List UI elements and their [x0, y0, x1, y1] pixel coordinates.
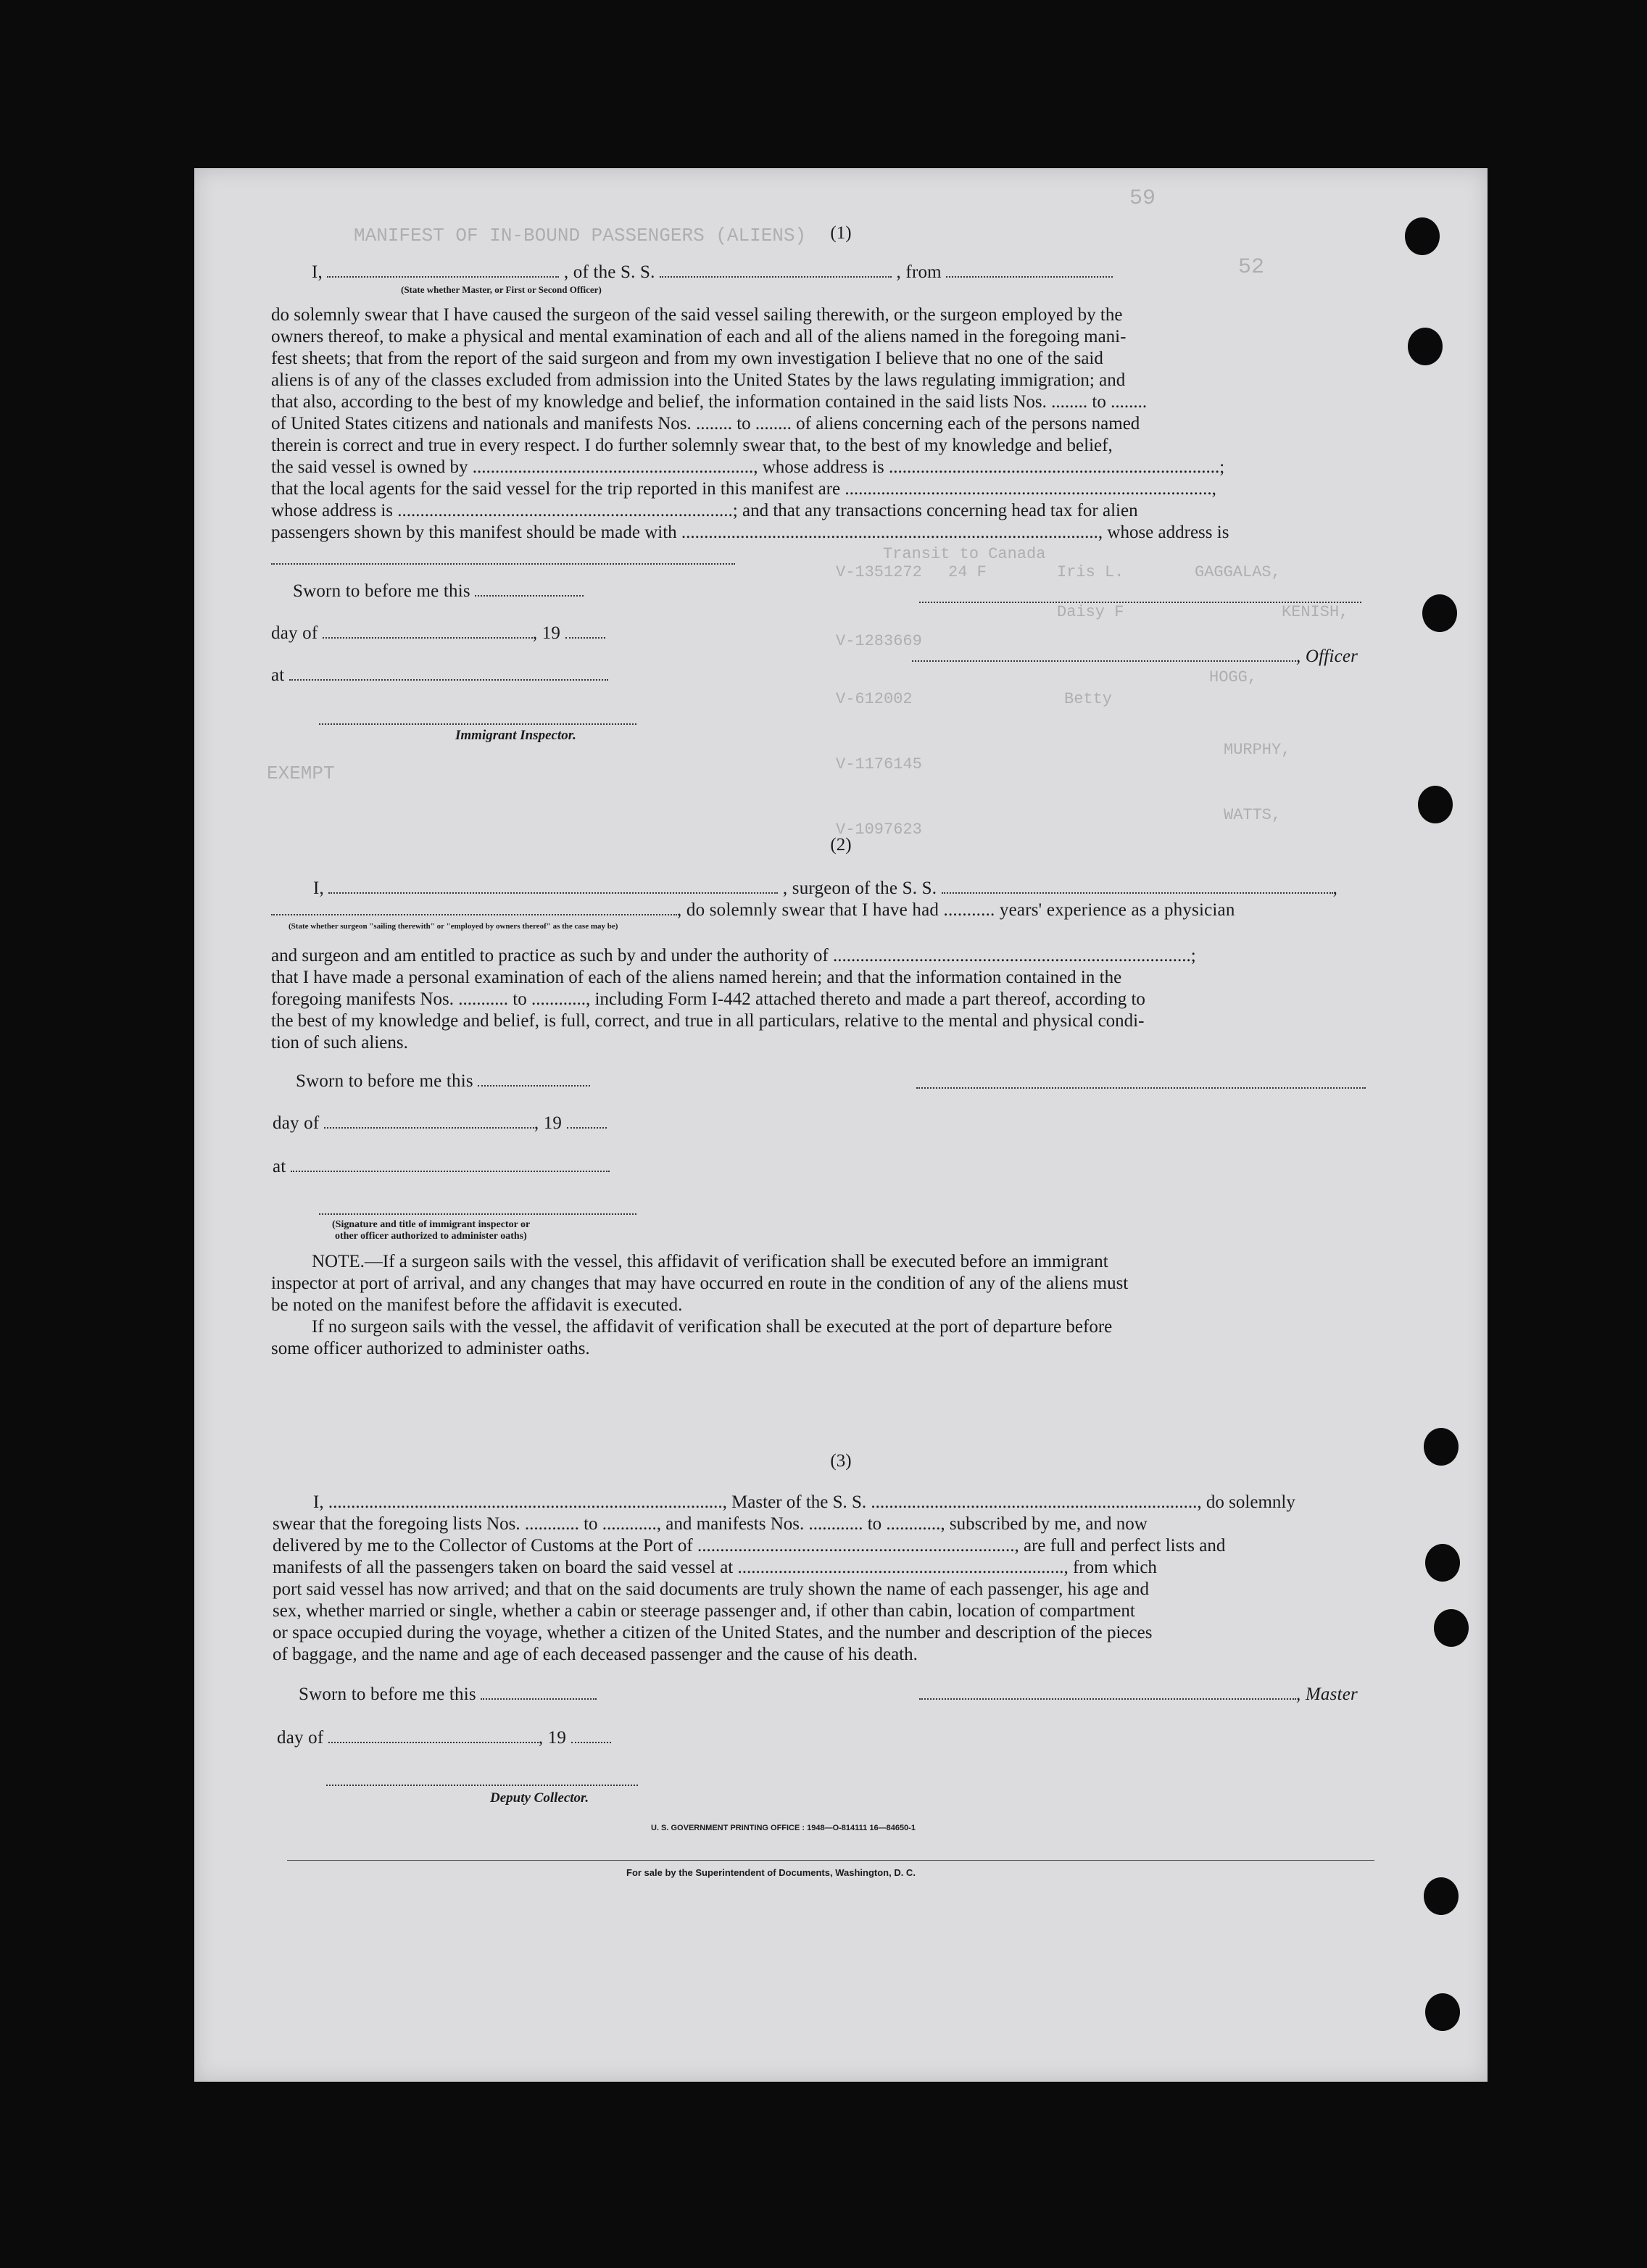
section-3-sworn: Sworn to before me this: [299, 1685, 597, 1705]
section-2-witness-line[interactable]: [319, 1213, 636, 1215]
punch-hole: [1424, 1877, 1459, 1915]
printer-imprint: U. S. GOVERNMENT PRINTING OFFICE : 1948—O-814111 16—84650-1: [651, 1824, 916, 1832]
bleed-through-text: KENISH,: [1282, 603, 1349, 621]
bleed-through-text: V-1097623: [836, 821, 922, 839]
bleed-through-text: WATTS,: [1224, 806, 1282, 824]
section-3-oath-text: I, ......................................................................................., Master of the S. S. ........................................................................, do solemnly swear that the foregoing lists Nos. ............ to ............, and manifests Nos. ............ to ............, subscribed by me, and now delivered by me to the Collector of Customs at the Port of ......................................................................, are full and perfect lists and manifests of all the passengers taken on board the said vessel at ........................................................................, from which port said vessel has now arrived; and that on the said documents are truly shown the name of each passenger, his age and sex, whether married or single, whether a cabin or steerage passenger and, if other than cabin, location of compartment or space occupied during the voyage, whether a citizen of the United States, and the number and description of the pieces of baggage, and the name and age of each deceased passenger and the cause of his death.: [273, 1492, 1295, 1664]
bleed-through-text: GAGGALAS,: [1195, 563, 1281, 581]
section-1-sworn: Sworn to before me this: [293, 581, 584, 602]
punch-hole: [1422, 594, 1457, 632]
section-2-note: NOTE.—If a surgeon sails with the vessel, this affidavit of verification shall be executed before an immigrant inspector at port of arrival, and any changes that may have occurred en route in the condition of any of the aliens must be noted on the manifest before the affidavit is executed. If no surgeon sails with the vessel, the affidavit of verification shall be executed at the port of departure before some officer authorized to administer oaths.: [271, 1252, 1129, 1358]
section-1-oath-text: do solemnly swear that I have caused the surgeon of the said vessel sailing therewith, or the surgeon employed by the owners thereof, to make a physical and mental examination of each and all of the aliens named in the foregoing mani- fest sheets; that from the report of the said surgeon and from my own investigation I believe that no one of the said aliens is of any of the classes excluded from admission into the United States by the laws regulating immigration; and that also, according to the best of my knowledge and belief, the information contained in the said lists Nos. ........ to ........ of United States citizens and nationals and manifests Nos. ........ to ........ of aliens concerning each of the persons named therein is correct and true in every respect. I do further solemnly swear that, to the best of my knowledge and belief, the said vessel is owned by .............................................................., whose address is .........................................................................; that the local agents for the said vessel for the trip reported in this manifest are ................................................................................., whose address is ..........................................................................; and that any transactions concerning head tax for alien passengers shown by this manifest should be made with ............................................................................................, whose address is: [271, 305, 1229, 542]
section-1-day-of: day of , 19: [271, 623, 605, 644]
bleed-through-text: V-1351272: [836, 563, 922, 581]
section-2-signature-line[interactable]: [916, 1087, 1366, 1089]
bleed-through-text: HOGG,: [1209, 668, 1258, 686]
section-3-day-of: day of , 19: [277, 1728, 611, 1748]
bleed-through-text: V-1283669: [836, 632, 922, 650]
collector-signature-line[interactable]: [326, 1785, 638, 1786]
bleed-through-text: Betty: [1064, 690, 1113, 708]
section-1-number: (1): [830, 223, 852, 243]
bleed-through-text: Iris L.: [1057, 563, 1124, 581]
section-1-rank-note: (State whether Master, or First or Second Officer): [401, 284, 602, 295]
immigrant-inspector-label: Immigrant Inspector.: [455, 728, 576, 743]
section-2-sworn: Sworn to before me this: [296, 1071, 590, 1092]
bleed-through-text: Daisy F: [1057, 603, 1124, 621]
punch-hole: [1408, 328, 1443, 365]
section-2-surgeon-note: (State whether surgeon "sailing therewith" or "employed by owners thereof" as the case may be): [289, 922, 618, 931]
footer-rule: [287, 1860, 1374, 1861]
manifest-back-page: [194, 168, 1488, 2082]
section-2-day-of: day of , 19: [273, 1113, 607, 1134]
punch-hole: [1425, 1993, 1460, 2031]
section-3-master-label: , Master: [919, 1685, 1358, 1705]
punch-hole: [1425, 1544, 1460, 1582]
section-2-second-line: , do solemnly swear that I have had ........... years' experience as a physician: [271, 900, 1235, 921]
punch-hole: [1434, 1609, 1469, 1647]
section-3-number: (3): [830, 1451, 852, 1471]
section-1-officer-label: , Officer: [912, 647, 1358, 667]
section-2-oath-text: and surgeon and am entitled to practice as such by and under the authority of ...............................................................................; that I have made a personal examination of each of the aliens named herein; and that the information contained in the foregoing manifests Nos. ........... to ............, including Form I-442 attached thereto and made a part thereof, according to the best of my knowledge and belief, is full, correct, and true in all particulars, relative to the mental and physical condi- tion of such aliens.: [271, 946, 1196, 1052]
bleed-through-text: Transit to Canada: [883, 545, 1046, 563]
section-1-at: at: [271, 665, 608, 686]
witness-note-2: other officer authorized to administer oaths): [335, 1231, 527, 1242]
deputy-collector-label: Deputy Collector.: [490, 1790, 589, 1806]
address-field[interactable]: [271, 563, 735, 565]
bleed-through-text: MURPHY,: [1224, 741, 1291, 759]
bleed-through-text: EXEMPT: [267, 763, 335, 784]
bleed-through-text: V-1176145: [836, 755, 922, 773]
bleed-through-text: 59: [1129, 186, 1156, 211]
footer-sale-notice: For sale by the Superintendent of Documents, Washington, D. C.: [626, 1867, 916, 1878]
witness-note-1: (Signature and title of immigrant inspector or: [332, 1219, 531, 1230]
bleed-through-text: 52: [1238, 255, 1265, 280]
bleed-through-text: V-612002: [836, 690, 913, 708]
section-1-first-line: I, , of the S. S. , from: [312, 262, 1113, 283]
punch-hole: [1418, 786, 1453, 823]
section-2-number: (2): [830, 835, 852, 855]
section-2-first-line: I, , surgeon of the S. S. ,: [313, 878, 1338, 898]
inspector-signature-line[interactable]: [319, 723, 636, 725]
section-1-date-field[interactable]: [919, 602, 1361, 603]
bleed-through-text: 24 F: [948, 563, 987, 581]
section-2-at: at: [273, 1157, 610, 1177]
bleed-through-title: MANIFEST OF IN-BOUND PASSENGERS (ALIENS): [354, 225, 807, 246]
